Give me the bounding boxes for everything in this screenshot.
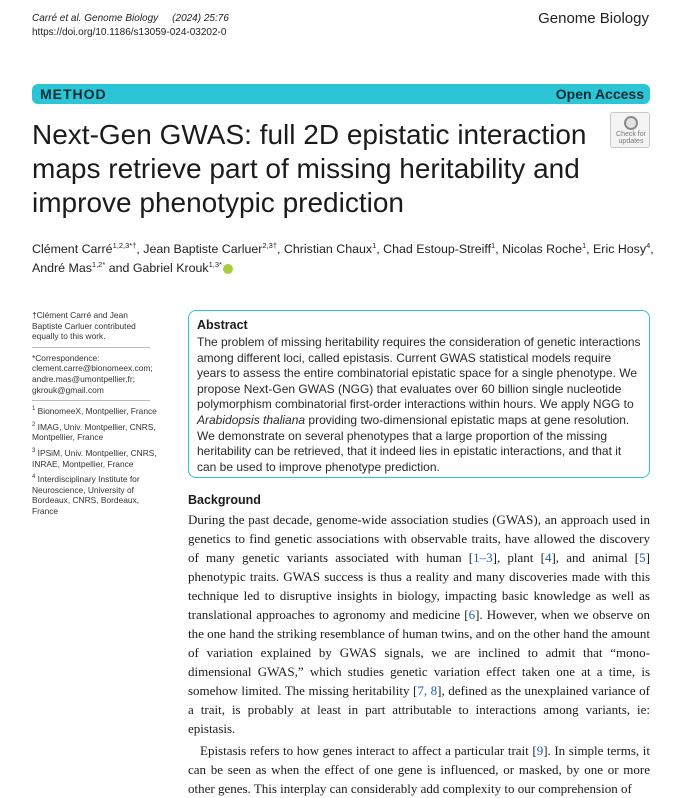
affiliation-item (32, 474, 158, 516)
affiliation-item (32, 422, 158, 443)
citation-link[interactable]: 1–3 (473, 550, 493, 565)
author-name[interactable]: Gabriel Krouk (132, 261, 209, 275)
background-heading: Background (188, 493, 261, 507)
affiliation-text: BionomeeX, Montpellier, France (35, 406, 157, 417)
affiliation-number: 4 (32, 474, 36, 481)
article-type-banner (32, 84, 650, 104)
citation-link[interactable]: 7, 8 (417, 683, 438, 698)
abstract-box (188, 310, 650, 478)
paragraph-text: ]. In simple terms, it can be seen as when the effect of one gene is influenced, or masked, by one or more other genes. This interplay can considerably add complexity to our comprehension of (188, 743, 650, 796)
background-paragraph-1 (188, 510, 650, 738)
abstract-text (197, 335, 641, 475)
affiliation-text: IPSiM, Univ. Montpellier, CNRS, INRAE, Montpellier, France (32, 447, 157, 469)
author-name[interactable]: Jean Baptiste Carluer (143, 242, 263, 256)
affiliation-text: IMAG, Univ. Montpellier, CNRS, Montpellier, France (32, 421, 156, 443)
author-name[interactable]: Christian Chaux (283, 242, 373, 256)
author-separator: , (376, 242, 384, 256)
author-name[interactable]: Clément Carré (32, 242, 113, 256)
paragraph-text: ]. However, when we observe on the one hand the striking resemblance of human twins, and on the other hand the amount of variation explained by GWAS signals, we are inclined to admit that “mono-dimensional GWAS,” which studies genetic variation effect taken one at a time, is somehow limited. The missing heritability [ (188, 607, 651, 698)
affiliation-number: 3 (32, 448, 36, 455)
author-separator: and (105, 261, 133, 275)
author-separator: , (586, 242, 594, 256)
abstract-text-part: providing two-dimensional epistatic maps at gene resolution. We demonstrate on several phenotypes that a large proportion of the missing heritability can be retrieved, that it indeed lies in epistatic interactions, and that it can be used to improve phenotype prediction. (197, 412, 630, 474)
doi-link[interactable]: https://doi.org/10.1186/s13059-024-03202-0 (32, 27, 227, 38)
paragraph-text: ] phenotypic traits. GWAS success is thus a reality and many discoveries made with this technique led to disruptive insights in biology, impacting basic knowledge as well as translational approaches to agronomy and medicine [ (188, 550, 650, 622)
correspondence (32, 353, 158, 395)
correspondence-emails[interactable]: clement.carre@bionomeex.com; andre.mas@umontpellier.fr; gkrouk@gmail.com (32, 363, 153, 395)
background-paragraph-2 (188, 741, 650, 798)
author-affiliation: 1,2* (91, 259, 106, 269)
paragraph-text: ], and animal [ (551, 550, 640, 565)
check-for-updates-button[interactable] (610, 112, 650, 148)
abstract-text-part: The problem of missing heritability requires the consideration of genetic interactions among different loci, called epistasis. Current GWAS statistical models require years to assess the entire combinatorial epistatic space for a single phenotype. We propose Next-Gen GWAS (NGG) that evaluates over 60 billion single nucleotide polymorphism combinatorial first-order interactions within hours. We apply NGG to (197, 335, 641, 412)
check-for-updates-label (611, 131, 651, 145)
author-affiliation: 2,3† (262, 240, 278, 250)
author-separator: , (136, 242, 144, 256)
citation-link[interactable]: 9 (536, 743, 544, 758)
author-affiliation: 1,3* (208, 259, 222, 269)
orcid-icon[interactable] (223, 264, 233, 274)
abstract-heading: Abstract (197, 318, 248, 332)
sidebar-divider (32, 347, 150, 348)
author-affiliation: 1 (491, 240, 496, 250)
check-for-updates-line1: Check for (616, 131, 646, 138)
author-name[interactable]: Eric Hosy (593, 242, 647, 256)
paragraph-text: Epistasis refers to how genes interact to affect a particular trait [ (200, 743, 537, 758)
paragraph-text: ], defined as the unexplained variance of a trait, is probably at least in part attributable to interactions among variants, ie: epistasis. (188, 683, 650, 736)
citation-link[interactable]: 5 (639, 550, 646, 565)
author-separator: , (495, 242, 503, 256)
citation-year: (2024) 25:76 (172, 13, 229, 24)
affiliation-number: 1 (32, 406, 36, 413)
article-title: Next-Gen GWAS: full 2D epistatic interaction maps retrieve part of missing heritability and improve phenotypic prediction (32, 119, 587, 218)
author-affiliation: 1 (581, 240, 587, 250)
author-notes-sidebar (32, 310, 158, 522)
affiliation-text: Interdisciplinary Institute for Neuroscience, University of Bordeaux, CNRS, Bordeaux, France (32, 474, 140, 516)
author-affiliation: 4 (646, 240, 651, 250)
sidebar-divider (32, 400, 150, 401)
affiliation-item (32, 448, 158, 469)
abstract-species: Arabidopsis thaliana (197, 412, 306, 427)
background-body (188, 510, 650, 798)
open-access-label: Open Access (555, 86, 644, 102)
citation (32, 12, 229, 25)
author-name[interactable]: André Mas (32, 261, 92, 275)
author-list (32, 240, 654, 278)
citation-link[interactable]: 4 (544, 550, 552, 565)
affiliation-item (32, 406, 158, 417)
author-name[interactable]: Nicolas Roche (502, 242, 582, 256)
author-separator: , (277, 242, 284, 256)
paragraph-text: ], plant [ (492, 550, 545, 565)
author-affiliation: 1 (372, 240, 377, 250)
equal-contribution-note: †Clément Carré and Jean Baptiste Carluer contributed equally to this work. (32, 310, 136, 342)
paragraph-text: During the past decade, genome-wide association studies (GWAS), an approach used in genetics to find genetic associations with observable traits, have allowed the discovery of many genetic variants associated with human [ (188, 512, 650, 565)
correspondence-label: *Correspondence: (32, 352, 100, 363)
author-name[interactable]: Chad Estoup-Streiff (383, 242, 492, 256)
article-type-label: METHOD (40, 86, 107, 102)
author-affiliation: 1,2,3*† (112, 240, 137, 250)
journal-name: Genome Biology (538, 10, 649, 27)
citation-authors: Carré et al. Genome Biology (32, 13, 159, 24)
author-separator: , (650, 242, 654, 256)
check-for-updates-icon (624, 116, 638, 130)
affiliation-number: 2 (32, 421, 36, 428)
check-for-updates-line2: updates (618, 138, 644, 145)
citation-link[interactable]: 6 (468, 607, 476, 622)
